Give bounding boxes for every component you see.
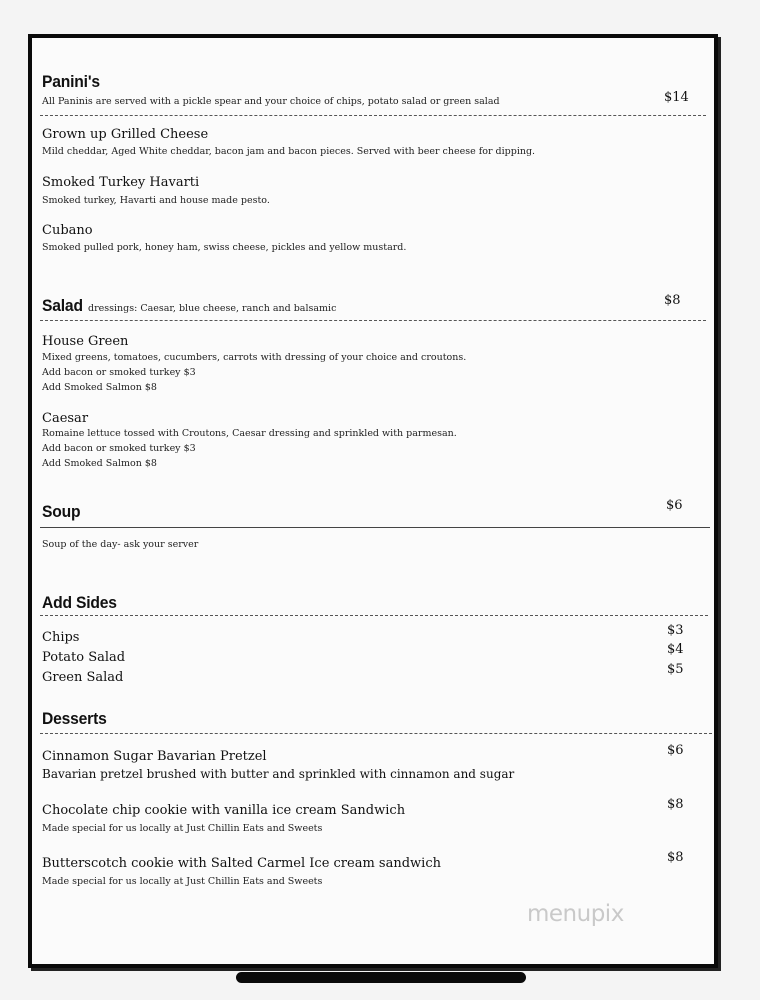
dessert-desc: Made special for us locally at Just Chillin Eats and Sweets <box>42 823 323 834</box>
menu-item-desc: Smoked turkey, Havarti and house made pesto. <box>42 195 270 206</box>
dessert-price: $8 <box>667 797 684 812</box>
side-name: Green Salad <box>42 670 124 685</box>
menu-item-desc: Mild cheddar, Aged White cheddar, bacon jam and bacon pieces. Served with beer cheese for dipping. <box>42 146 536 157</box>
salad-dressings-note: dressings: Caesar, blue cheese, ranch and balsamic <box>88 303 337 314</box>
menu-item-addon: Add Smoked Salmon $8 <box>42 458 157 469</box>
desserts-heading: Desserts <box>42 709 107 728</box>
side-name: Potato Salad <box>42 650 126 665</box>
menu-item-desc: Mixed greens, tomatoes, cucumbers, carrots with dressing of your choice and croutons. <box>42 352 467 363</box>
side-name: Chips <box>42 630 80 645</box>
paninis-note: All Paninis are served with a pickle spear and your choice of chips, potato salad or green salad <box>42 96 500 107</box>
dessert-price: $8 <box>667 850 684 865</box>
soup-divider <box>40 527 710 528</box>
paninis-price: $14 <box>664 90 689 105</box>
paninis-divider <box>40 115 706 116</box>
salad-heading: Salad <box>42 296 83 315</box>
menu-item-name: Smoked Turkey Havarti <box>42 175 200 190</box>
side-price: $4 <box>667 642 684 657</box>
menu-item-addon: Add bacon or smoked turkey $3 <box>42 367 196 378</box>
soup-heading: Soup <box>42 502 81 521</box>
menu-item-name: Grown up Grilled Cheese <box>42 127 209 142</box>
menu-item-addon: Add bacon or smoked turkey $3 <box>42 443 196 454</box>
soup-price: $6 <box>666 498 683 513</box>
salad-divider <box>40 320 706 321</box>
dessert-desc: Bavarian pretzel brushed with butter and sprinkled with cinnamon and sugar <box>42 767 515 781</box>
sides-divider <box>40 615 708 616</box>
salad-price: $8 <box>664 293 681 308</box>
sides-heading: Add Sides <box>42 593 117 612</box>
menu-item-name: House Green <box>42 334 129 349</box>
menu-item-addon: Add Smoked Salmon $8 <box>42 382 157 393</box>
menu-item-name: Cubano <box>42 223 93 238</box>
dessert-name: Butterscotch cookie with Salted Carmel Ice cream sandwich <box>42 856 441 871</box>
menu-item-name: Caesar <box>42 411 89 426</box>
dessert-name: Chocolate chip cookie with vanilla ice cream Sandwich <box>42 803 406 818</box>
soup-desc: Soup of the day- ask your server <box>42 539 199 550</box>
home-indicator-bar[interactable] <box>236 972 526 983</box>
dessert-desc: Made special for us locally at Just Chillin Eats and Sweets <box>42 876 323 887</box>
side-price: $3 <box>667 623 684 638</box>
menupix-watermark: menupix <box>527 901 624 927</box>
paninis-heading: Panini's <box>42 72 100 91</box>
desserts-divider <box>40 733 712 734</box>
dessert-price: $6 <box>667 743 684 758</box>
menu-item-desc: Smoked pulled pork, honey ham, swiss cheese, pickles and yellow mustard. <box>42 242 407 253</box>
dessert-name: Cinnamon Sugar Bavarian Pretzel <box>42 749 267 764</box>
menu-item-desc: Romaine lettuce tossed with Croutons, Caesar dressing and sprinkled with parmesan. <box>42 428 457 439</box>
side-price: $5 <box>667 662 684 677</box>
